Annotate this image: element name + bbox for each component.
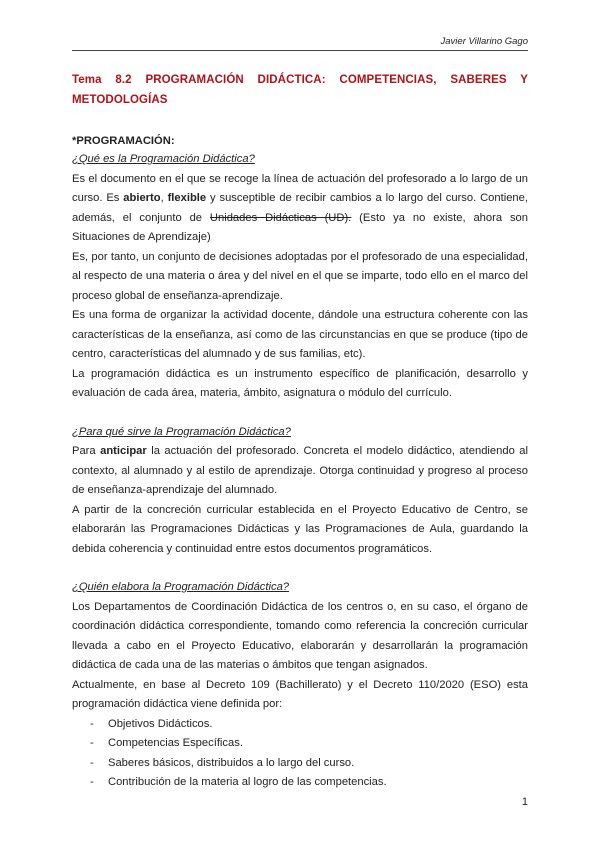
document-body xyxy=(72,70,528,793)
list-item: - Saberes básicos, distribuidos a lo largo del curso. xyxy=(72,754,528,774)
document-title xyxy=(72,70,528,110)
header-divider xyxy=(72,50,528,51)
title-line-1: Tema 8.2 PROGRAMACIÓN DIDÁCTICA: COMPETENCIAS, SABERES Y xyxy=(72,74,528,86)
paragraph: Es una forma de organizar la actividad docente, dándole una estructura coherente con las características de la enseñanza, así como de las circunstancias en que se produce (tipo de centro, características del alumnado y de sus familias, etc). xyxy=(72,309,528,360)
list-item: - Competencias Específicas. xyxy=(72,734,528,754)
paragraph: Para anticipar la actuación del profesorado. Concreta el modelo didáctico, atendiendo al contexto, al alumnado y al estilo de aprendizaje. Otorga continuidad y progreso al proceso de enseñanza-aprendizaje del alumnado. xyxy=(72,445,528,496)
paragraph: Los Departamentos de Coordinación Didáctica de los centros o, en su caso, el órgano de coordinación didáctica correspondiente, tomando como referencia la concreción curricular llevada a cabo en el Proyecto Educativo, elaborarán y desarrollarán la programación didáctica de cada una de las materias o ámbitos que tengan asignados. xyxy=(72,600,528,671)
title-line-2: METODOLOGÍAS xyxy=(72,94,168,106)
question-who: ¿Quién elabora la Programación Didáctica? xyxy=(72,581,290,593)
list-item: - Objetivos Didácticos. xyxy=(72,715,528,735)
header-author: Javier Villarino Gago xyxy=(440,36,528,47)
paragraph: Es el documento en el que se recoge la línea de actuación del profesorado a lo largo de un curso. Es abierto, flexible y susceptible de recibir cambios a lo largo del curso. Contiene, además, el conjunto de Unidades Didácticas (UD). (Esto ya no existe, ahora son Situaciones de Aprendizaje) xyxy=(72,172,528,243)
paragraph: A partir de la concreción curricular establecida en el Proyecto Educativo de Centro, se elaborarán las Programaciones Didácticas y las Programaciones de Aula, guardando la debida coherencia y continuidad entre estos documentos programáticos. xyxy=(72,503,528,555)
page-number: 1 xyxy=(521,796,528,808)
question-what-for: ¿Para qué sirve la Programación Didáctica? xyxy=(72,425,291,438)
section-heading: *PROGRAMACIÓN: xyxy=(72,135,175,147)
list-item: - Contribución de la materia al logro de las competencias. xyxy=(72,773,528,793)
bullet-list xyxy=(72,715,528,793)
question-what-is: ¿Qué es la Programación Didáctica? xyxy=(72,153,255,165)
paragraph: Es, por tanto, un conjunto de decisiones adoptadas por el profesorado de una especialidad, al respecto de una materia o área y del nivel en el que se imparte, todo ello en el marco del proceso global de enseñanza-aprendizaje. xyxy=(72,250,528,302)
paragraph: Actualmente, en base al Decreto 109 (Bachillerato) y el Decreto 110/2020 (ESO) esta programación didáctica viene definida por: xyxy=(72,678,528,710)
struck-text: Unidades Didácticas (UD). xyxy=(209,211,352,224)
paragraph: La programación didáctica es un instrumento específico de planificación, desarrollo y evaluación de cada área, materia, ámbito, asignatura o módulo del currículo. xyxy=(72,367,528,399)
